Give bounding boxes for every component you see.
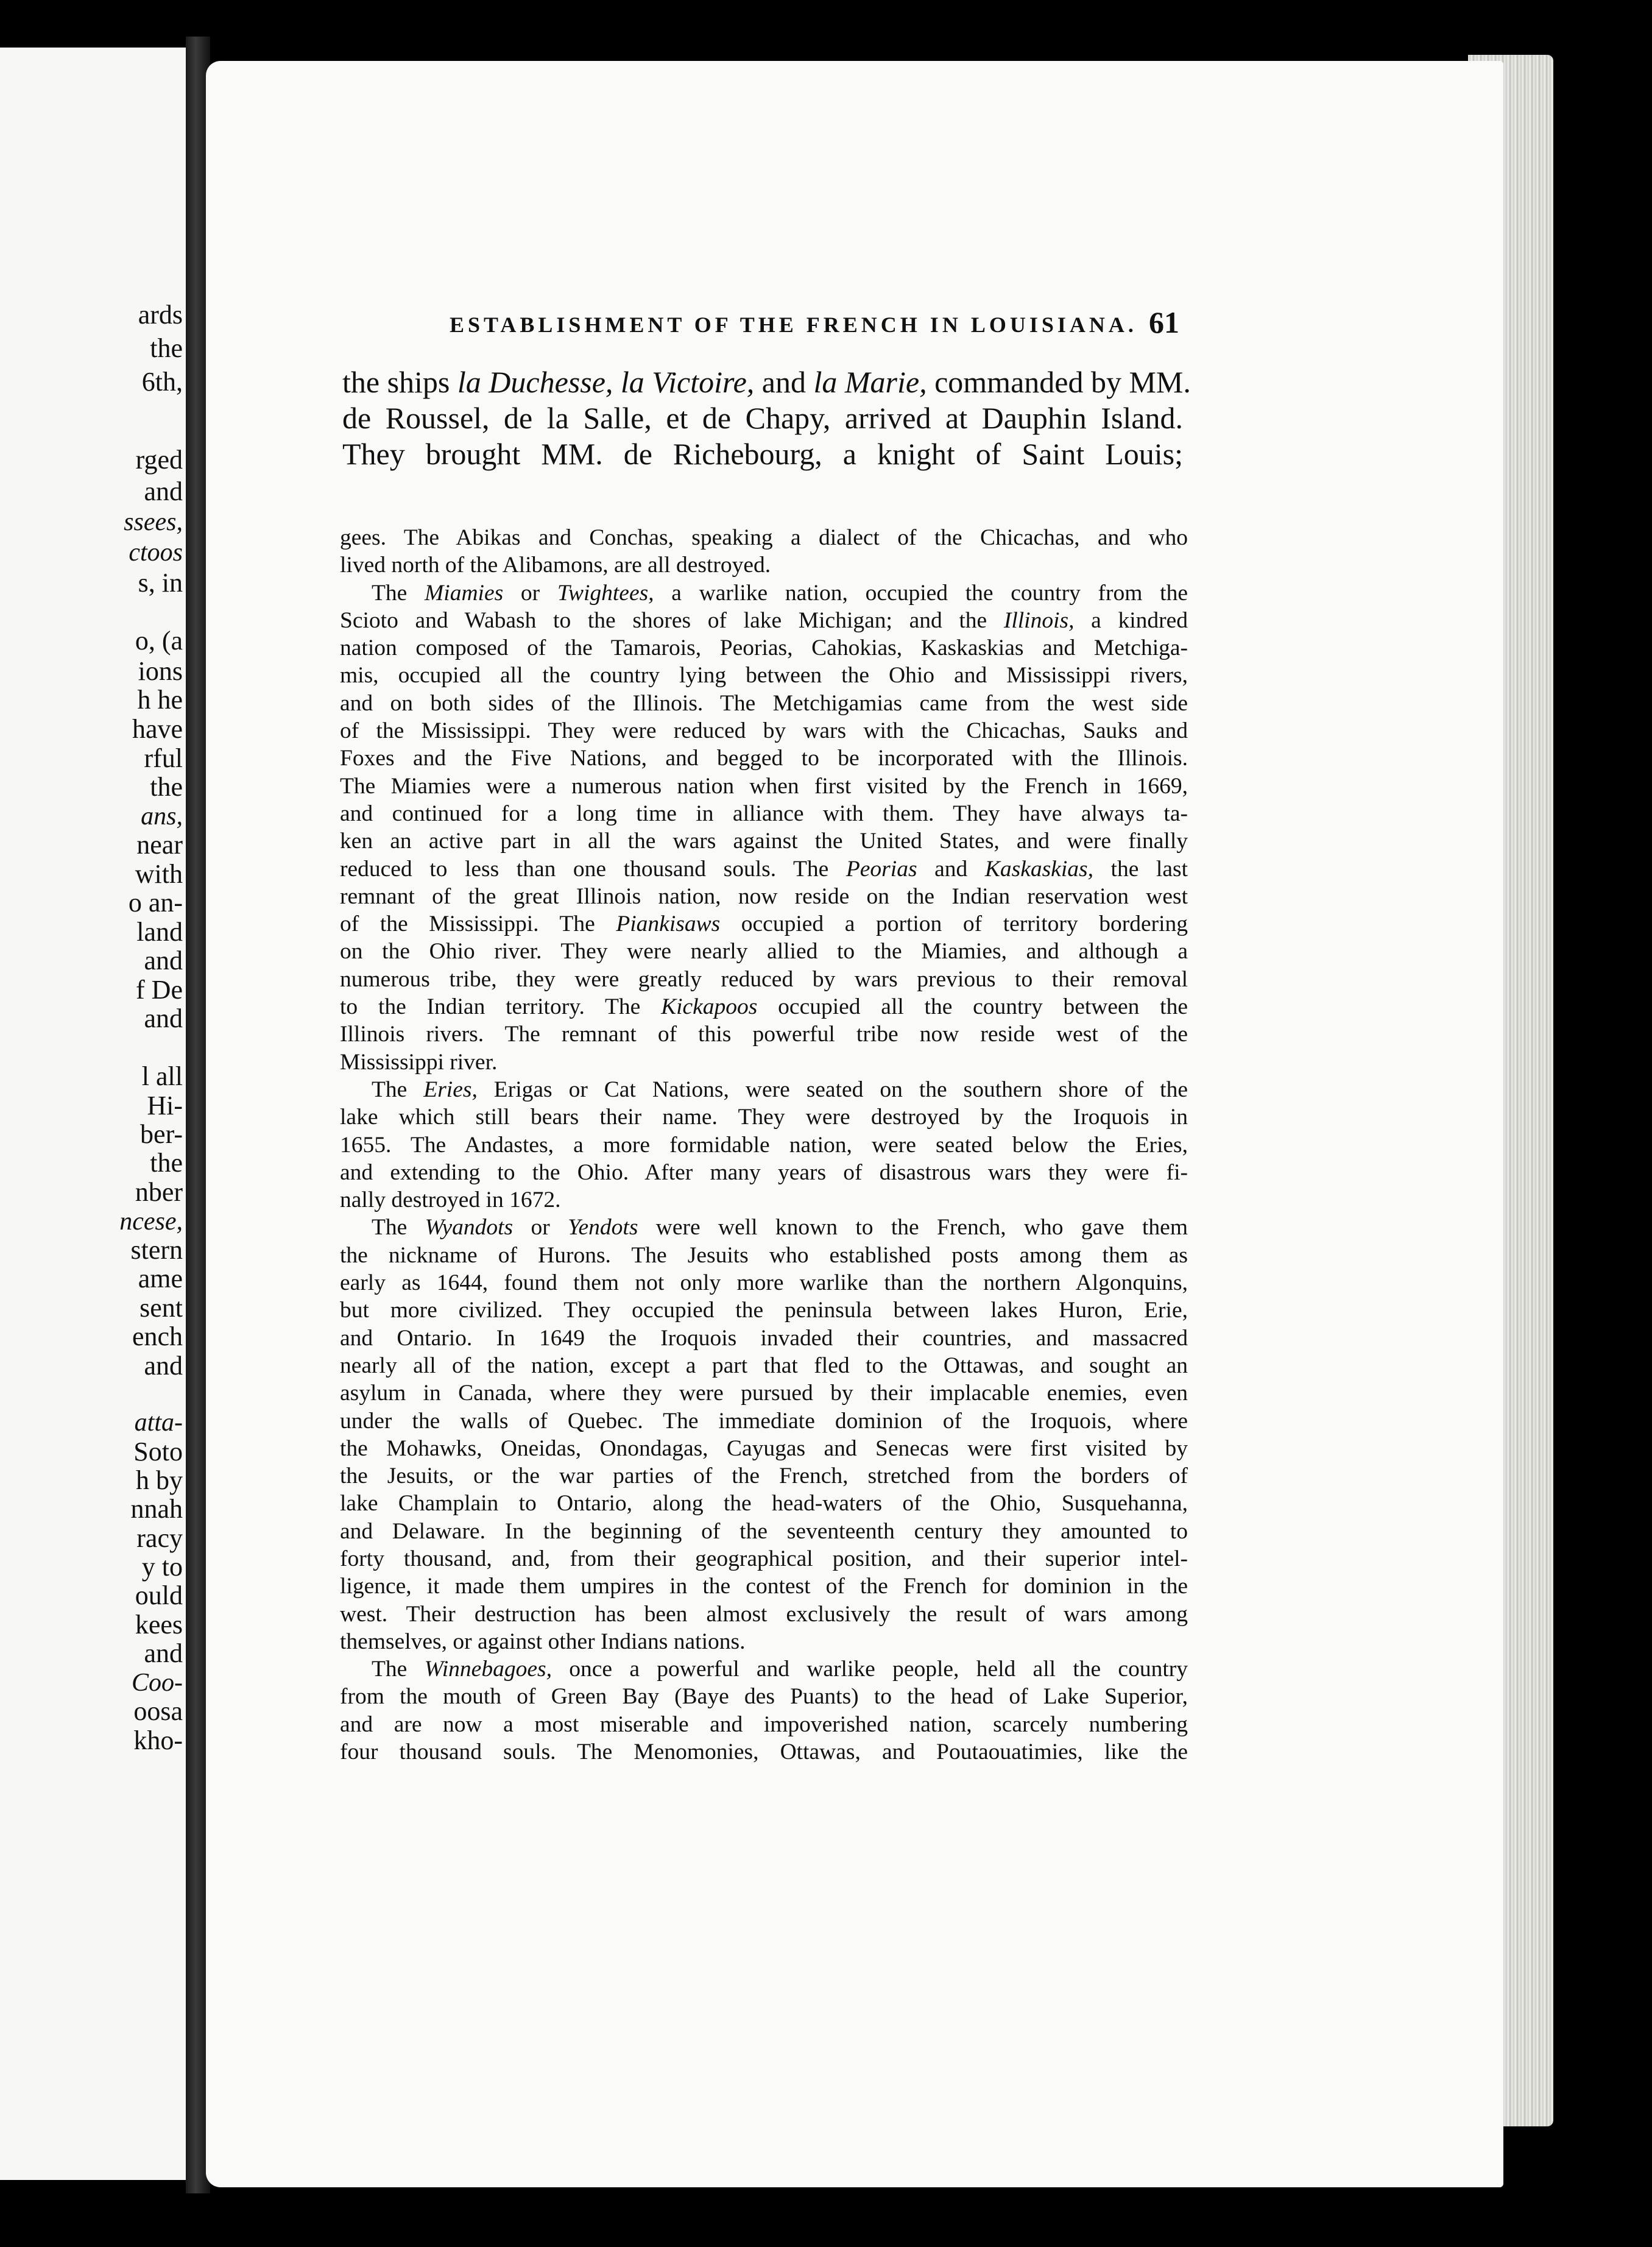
footnote-line: lake which still bears their name. They were destroyed by the Iroquois in [340,1105,1188,1130]
footnote-block [340,524,1188,1766]
previous-page-fragment-text: f De [136,975,183,1005]
previous-page-fragment-text: the [150,1148,183,1178]
main-text-line: de Roussel, de la Salle, et de Chapy, arrived at Dauphin Island. [342,401,1183,435]
previous-page-fragment-text: and [144,1003,183,1033]
footnote-line: the Mohawks, Oneidas, Onondagas, Cayugas and Senecas were first visited by [340,1435,1188,1461]
footnote-line: but more civilized. They occupied the peninsula between lakes Huron, Erie, [340,1298,1188,1323]
previous-page-fragment-text: o, (a [135,626,183,656]
previous-page-fragment-text: ame [138,1264,183,1293]
footnote-line: nearly all of the nation, except a part that fled to the Ottawas, and sought an [340,1353,1188,1378]
previous-page-fragment-text: Hi- [147,1091,183,1120]
previous-page-fragment-text: rged [135,445,183,475]
footnote-line: early as 1644, found them not only more warlike than the northern Algonquins, [340,1270,1188,1296]
previous-page-fragment [0,48,188,2180]
footnote-line: mis, occupied all the country lying between the Ohio and Mississippi rivers, [340,663,1188,688]
previous-page-fragment-text: the [150,772,183,802]
main-text-line: the ships la Duchesse, la Victoire, and la Marie, commanded by MM. [342,365,1191,399]
footnote-line: four thousand souls. The Menomonies, Ottawas, and Poutaouatimies, like the [340,1739,1188,1765]
footnote-line: reduced to less than one thousand souls. The Peorias and Kaskaskias, the last [340,856,1188,882]
previous-page-fragment-text: land [136,917,183,947]
footnote-line: Illinois rivers. The remnant of this powerful tribe now reside west of the [340,1022,1188,1047]
footnote-line: gees. The Abikas and Conchas, speaking a dialect of the Chicachas, and who [340,525,1188,550]
previous-page-fragment-text: 6th, [141,367,183,397]
footnote-line: nation composed of the Tamarois, Peorias, Cahokias, Kaskaskias and Metchiga- [340,635,1188,661]
footnote-line: nally destroyed in 1672. [340,1187,561,1213]
previous-page-fragment-text: near [136,830,183,860]
footnote-line: forty thousand, and, from their geographical position, and their superior intel- [340,1546,1188,1571]
previous-page-fragment-text: and [144,1351,183,1381]
footnote-line: The Winnebagoes, once a powerful and warlike people, held all the country [372,1657,1188,1682]
previous-page-fragment-text: y to [141,1552,183,1582]
footnote-line: the Jesuits, or the war parties of the French, stretched from the borders of [340,1463,1188,1489]
footnote-line: from the mouth of Green Bay (Baye des Puants) to the head of Lake Superior, [340,1684,1188,1710]
previous-page-fragment-text: ions [138,656,183,686]
footnote-line: Foxes and the Five Nations, and begged to be incorporated with the Illinois. [340,746,1188,771]
previous-page-fragment-text: and [144,1638,183,1668]
footnote-line: themselves, or against other Indians nations. [340,1629,746,1654]
previous-page-fragment-text: rful [144,743,183,773]
footnote-line: Mississippi river. [340,1049,498,1075]
footnote-line: asylum in Canada, where they were pursued by their implacable enemies, even [340,1381,1188,1406]
footnote-line: 1655. The Andastes, a more formidable nation, were seated below the Eries, [340,1132,1188,1158]
previous-page-fragment-text: h he [137,685,183,715]
footnote-line: and extending to the Ohio. After many years of disastrous wars they were fi- [340,1159,1188,1185]
previous-page-fragment-text: ards [138,300,183,330]
previous-page-fragment-text: h by [136,1465,183,1495]
previous-page-fragment-text: with [135,859,183,889]
footnote-line: west. Their destruction has been almost exclusively the result of wars among [340,1601,1188,1627]
footnote-line: remnant of the great Illinois nation, now reside on the Indian reservation west [340,883,1188,909]
footnote-line: under the walls of Quebec. The immediate dominion of the Iroquois, where [340,1408,1188,1434]
previous-page-fragment-text: and [144,476,183,506]
footnote-line: lived north of the Alibamons, are all destroyed. [340,553,771,578]
footnote-line: lake Champlain to Ontario, along the head-waters of the Ohio, Susquehanna, [340,1491,1188,1516]
previous-page-fragment-text: sent [139,1293,183,1323]
footnote-line: and on both sides of the Illinois. The Metchigamias came from the west side [340,690,1188,716]
footnote-line: ken an active part in all the wars against the United States, and were finally [340,829,1188,854]
previous-page-fragment-text: s, in [138,568,183,598]
previous-page-fragment-text: ncese, [119,1208,183,1236]
previous-page-fragment-text: ould [135,1580,183,1610]
previous-page-fragment-text: have [132,714,183,744]
main-text-line: They brought MM. de Richebourg, a knight of Saint Louis; [342,437,1183,471]
footnote-line: The Miamies or Twightees, a warlike nation, occupied the country from the [372,580,1188,606]
previous-page-fragment-text: and [144,946,183,975]
footnote-line: The Miamies were a numerous nation when first visited by the French in 1669, [340,773,1188,799]
footnote-line: and Delaware. In the beginning of the seventeenth century they amounted to [340,1518,1188,1544]
previous-page-fragment-text: kho- [133,1725,183,1755]
previous-page-fragment-text: o an- [128,888,183,918]
footnote-line: of the Mississippi. They were reduced by wars with the Chicachas, Sauks and [340,718,1188,744]
previous-page-fragment-text: stern [130,1235,183,1265]
footnote-line: ligence, it made them umpires in the contest of the French for dominion in the [340,1574,1188,1599]
footnote-line: and Ontario. In 1649 the Iroquois invaded their countries, and massacred [340,1325,1188,1351]
previous-page-fragment-text: kees [135,1610,183,1640]
footnote-line: the nickname of Hurons. The Jesuits who established posts among them as [340,1242,1188,1268]
footnote-line: The Wyandots or Yendots were well known to the French, who gave them [372,1215,1188,1240]
footnote-line: numerous tribe, they were greatly reduced by wars previous to their removal [340,966,1188,992]
previous-page-fragment-text: ber- [140,1119,183,1149]
previous-page-fragment-text: nnah [130,1494,183,1524]
previous-page-fragment-text: racy [136,1523,183,1553]
footnote-line: of the Mississippi. The Piankisaws occupied a portion of territory bordering [340,911,1188,937]
footnote-line: to the Indian territory. The Kickapoos occupied all the country between the [340,994,1188,1020]
previous-page-fragment-text: ctoos [129,539,183,567]
footnote-line: The Eries, Erigas or Cat Nations, were seated on the southern shore of the [372,1077,1188,1102]
previous-page-fragment-text: ench [132,1322,183,1351]
footnote-line: and are now a most miserable and impoverished nation, scarcely numbering [340,1711,1188,1737]
previous-page-fragment-text: ssees, [124,508,183,536]
previous-page-fragment-text: the [150,333,183,363]
previous-page-fragment-text: Coo- [132,1669,183,1697]
previous-page-fragment-text: Soto [133,1437,183,1467]
footnote-line: and continued for a long time in alliance with them. They have always ta- [340,801,1188,826]
previous-page-fragment-text: nber [135,1177,183,1207]
previous-page-fragment-text: ans, [141,802,183,830]
main-text-block [342,364,1191,472]
running-head: ESTABLISHMENT OF THE FRENCH IN LOUISIANA. [450,313,1137,337]
footnote-line: Scioto and Wabash to the shores of lake Michigan; and the Illinois, a kindred [340,607,1188,633]
previous-page-fragment-text: oosa [133,1696,183,1726]
footnote-line: on the Ohio river. They were nearly allied to the Miamies, and although a [340,939,1188,964]
previous-page-fragment-text: atta- [134,1409,183,1437]
previous-page-fragment-text: l all [141,1061,183,1091]
page-number: 61 [1149,305,1179,339]
